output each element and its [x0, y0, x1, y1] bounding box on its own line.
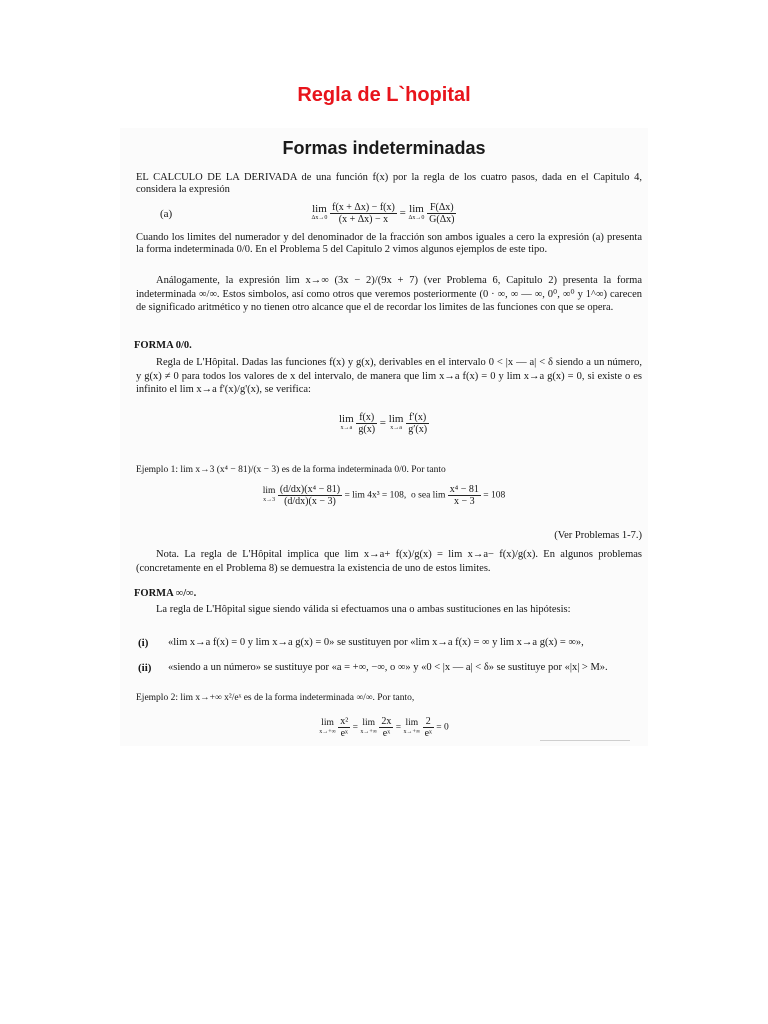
heading-forma-0-0: FORMA 0/0.: [134, 340, 192, 351]
paragraph-nota: Nota. La regla de L'Hôpital implica que lim x→a+ f(x)/g(x) = lim x→a− f(x)/g(x). En algunos problemas (concretamente en el Problema 8) se demuestra la existencia de uno de estos limites.: [136, 549, 642, 574]
equation-example-2: lim x→+∞ $\frac{\text{x²}}{\text{eˣ}}$ = lim x→+∞ $\frac{2x}{\text{eˣ}}$ = lim x→+∞ $\frac{2}{\text{eˣ}}$ = 0: [319, 716, 449, 739]
scan-artifact: [540, 740, 630, 741]
equation-example-1: lim x→3 $\frac{\text{(d/dx)(x⁴ − 81)}}{(d/dx)(x - 3)}$ = lim 4x³ = 108, o sea lim $\frac{\text{x⁴ − 81}}{x - 3}$ = 108: [262, 484, 506, 507]
example-2: Ejemplo 2: lim x→+∞ x²/eˣ es de la forma indeterminada ∞/∞. Por tanto,: [136, 693, 415, 703]
example-1: Ejemplo 1: lim x→3 (x⁴ − 81)/(x − 3) es de la forma indeterminada 0/0. Por tanto: [136, 465, 446, 475]
heading-forma-inf-inf: FORMA ∞/∞.: [134, 588, 197, 599]
paragraph-analogamente: Análogamente, la expresión lim x→∞ (3x − 2)/(9x + 7) (ver Problema 6, Capitulo 2) presenta la forma indeterminada ∞/∞. Estos simbolos, así como otros que veremos posteriormente (0 · ∞, ∞ — ∞, 0⁰, ∞⁰ y 1^∞) carecen de significado aritmético y no tienen otro alcance que el de recordar los limites de las funciones con que se opera.: [136, 275, 642, 313]
section-heading: Formas indeterminadas: [282, 138, 486, 158]
reference-problems: (Ver Problemas 1-7.): [554, 530, 642, 541]
paragraph-regla: Regla de L'Hôpital. Dadas las funciones f(x) y g(x), derivables en el intervalo 0 < |x — a| < δ siendo a un número, y g(x) ≠ 0 para todos los valores de x del intervalo, de manera que lim x→a f(x) = 0 y lim x→a g(x) = 0, si existe o es infinito el lim x→a f'(x)/g'(x), se verifica:: [136, 357, 642, 395]
paragraph-intro: EL CALCULO DE LA DERIVADA de una función f(x) por la regla de los cuatro pasos, dada en el Capitulo 4, considera la expresión: [136, 172, 642, 196]
item-i-label: (i): [138, 637, 149, 649]
equation-rule: lim x→a $\frac{f(x)}{g(x)}$ = lim x→a $\frac{f'(x)}{g'(x)}$: [338, 412, 428, 435]
item-ii-label: (ii): [138, 662, 152, 674]
scanned-textbook-page: [120, 128, 648, 746]
paragraph-hipotesis: La regla de L'Hôpital sigue siendo válida si efectuamos una o ambas sustituciones en las hipótesis:: [156, 604, 571, 615]
page-title: Regla de L`hopital: [297, 84, 471, 106]
equation-a: lim Δx→0 $\frac{f(x + \Delta x) - f(x)}{(x + \Delta x) - x}$ = lim Δx→0 $\frac{F(\Delta x)}{G(\Delta x)}$: [311, 202, 455, 225]
paragraph-00-form: Cuando los limites del numerador y del denominador de la fracción son ambos iguales a cero la expresión (a) presenta la forma indeterminada 0/0. En el Problema 5 del Capitulo 2 vimos algunos ejemplos de este tipo.: [136, 232, 642, 256]
equation-label-a: (a): [160, 208, 173, 220]
item-i: «lim x→a f(x) = 0 y lim x→a g(x) = 0» se sustituyen por «lim x→a f(x) = ∞ y lim x→a g(x) = ∞»,: [168, 637, 584, 648]
item-ii: «siendo a un número» se sustituye por «a = +∞, −∞, o ∞» y «0 < |x — a| < δ» se sustituye por «|x| > M».: [168, 662, 608, 673]
